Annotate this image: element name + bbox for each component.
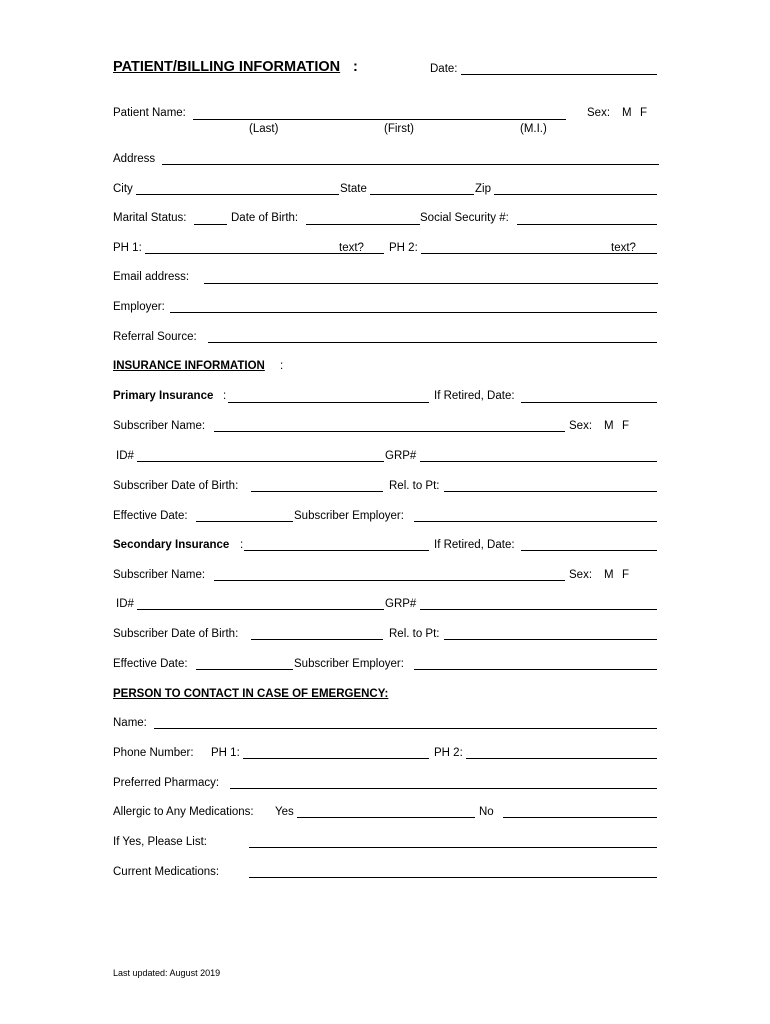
current-meds-field[interactable] bbox=[249, 877, 657, 878]
allergy-label: Allergic to Any Medications: bbox=[113, 806, 254, 818]
name-part-mi: (M.I.) bbox=[520, 123, 547, 135]
secondary-sub-dob-field[interactable] bbox=[251, 639, 383, 640]
primary-rel-field[interactable] bbox=[444, 491, 657, 492]
secondary-sub-employer-field[interactable] bbox=[414, 669, 657, 670]
secondary-sex-label: Sex: bbox=[569, 569, 593, 581]
emergency-ph1-label: PH 1: bbox=[211, 747, 240, 759]
ph2-text-label: text? bbox=[611, 242, 636, 254]
secondary-grp-label: GRP# bbox=[385, 598, 417, 610]
name-part-first: (First) bbox=[384, 123, 415, 135]
secondary-insurance-field[interactable] bbox=[244, 550, 429, 551]
secondary-sub-dob-label: Subscriber Date of Birth: bbox=[113, 628, 239, 640]
secondary-subscriber-name-label: Subscriber Name: bbox=[113, 569, 206, 581]
zip-field[interactable] bbox=[494, 194, 657, 195]
secondary-grp-field[interactable] bbox=[420, 609, 657, 610]
sex-label: Sex: bbox=[587, 107, 611, 119]
primary-id-label: ID# bbox=[116, 450, 134, 462]
primary-rel-label: Rel. to Pt: bbox=[389, 480, 440, 492]
pharmacy-field[interactable] bbox=[230, 788, 657, 789]
email-label: Email address: bbox=[113, 271, 190, 283]
primary-sex-f[interactable]: F bbox=[622, 420, 630, 432]
primary-sex-label: Sex: bbox=[569, 420, 593, 432]
secondary-retired-field[interactable] bbox=[521, 550, 657, 551]
form-title: PATIENT/BILLING INFORMATION bbox=[113, 59, 341, 75]
insurance-heading-colon: : bbox=[280, 360, 284, 372]
emergency-ph2-label: PH 2: bbox=[434, 747, 463, 759]
primary-sub-employer-label: Subscriber Employer: bbox=[294, 510, 404, 522]
primary-retired-label: If Retired, Date: bbox=[434, 390, 515, 402]
primary-sub-employer-field[interactable] bbox=[414, 521, 657, 522]
primary-sex-m[interactable]: M bbox=[604, 420, 614, 432]
pharmacy-label: Preferred Pharmacy: bbox=[113, 777, 220, 789]
city-field[interactable] bbox=[136, 194, 339, 195]
secondary-sex-f[interactable]: F bbox=[622, 569, 630, 581]
current-meds-label: Current Medications: bbox=[113, 866, 220, 878]
allergy-no-field[interactable] bbox=[503, 817, 657, 818]
dob-field[interactable] bbox=[306, 224, 420, 225]
if-yes-list-field[interactable] bbox=[249, 847, 657, 848]
form-title-colon: : bbox=[353, 59, 358, 75]
primary-subscriber-name-field[interactable] bbox=[214, 431, 565, 432]
primary-subscriber-name-label: Subscriber Name: bbox=[113, 420, 206, 432]
referral-field[interactable] bbox=[208, 342, 657, 343]
allergy-yes-label: Yes bbox=[275, 806, 294, 818]
referral-label: Referral Source: bbox=[113, 331, 197, 343]
secondary-retired-label: If Retired, Date: bbox=[434, 539, 515, 551]
primary-grp-field[interactable] bbox=[420, 461, 657, 462]
primary-eff-date-field[interactable] bbox=[196, 521, 293, 522]
secondary-rel-label: Rel. to Pt: bbox=[389, 628, 440, 640]
ssn-field[interactable] bbox=[517, 224, 657, 225]
primary-retired-field[interactable] bbox=[521, 402, 657, 403]
ssn-label: Social Security #: bbox=[420, 212, 509, 224]
emergency-ph2-field[interactable] bbox=[466, 758, 657, 759]
secondary-eff-date-label: Effective Date: bbox=[113, 658, 188, 670]
secondary-sub-employer-label: Subscriber Employer: bbox=[294, 658, 404, 670]
zip-label: Zip bbox=[475, 183, 491, 195]
if-yes-list-label: If Yes, Please List: bbox=[113, 836, 207, 848]
city-label: City bbox=[113, 183, 133, 195]
emergency-phone-label: Phone Number: bbox=[113, 747, 194, 759]
address-label: Address bbox=[113, 153, 156, 165]
email-field[interactable] bbox=[204, 283, 658, 284]
sex-option-m[interactable]: M bbox=[622, 107, 632, 119]
patient-name-label: Patient Name: bbox=[113, 107, 186, 119]
primary-insurance-colon: : bbox=[223, 390, 227, 402]
state-label: State bbox=[340, 183, 367, 195]
marital-status-label: Marital Status: bbox=[113, 212, 187, 224]
sex-option-f[interactable]: F bbox=[640, 107, 648, 119]
primary-id-field[interactable] bbox=[137, 461, 384, 462]
ph2-label: PH 2: bbox=[389, 242, 418, 254]
date-field[interactable] bbox=[461, 74, 657, 75]
secondary-subscriber-name-field[interactable] bbox=[214, 580, 565, 581]
secondary-eff-date-field[interactable] bbox=[196, 669, 293, 670]
secondary-id-field[interactable] bbox=[137, 609, 384, 610]
employer-label: Employer: bbox=[113, 301, 165, 313]
address-field[interactable] bbox=[162, 164, 659, 165]
last-updated-footer: Last updated: August 2019 bbox=[113, 968, 221, 978]
secondary-insurance-colon: : bbox=[240, 539, 244, 551]
primary-eff-date-label: Effective Date: bbox=[113, 510, 188, 522]
insurance-heading: INSURANCE INFORMATION bbox=[113, 360, 265, 372]
date-label: Date: bbox=[430, 63, 458, 75]
primary-sub-dob-label: Subscriber Date of Birth: bbox=[113, 480, 239, 492]
marital-status-field[interactable] bbox=[194, 224, 227, 225]
ph1-label: PH 1: bbox=[113, 242, 142, 254]
ph1-text-label: text? bbox=[339, 242, 364, 254]
state-field[interactable] bbox=[370, 194, 474, 195]
emergency-name-label: Name: bbox=[113, 717, 147, 729]
secondary-rel-field[interactable] bbox=[444, 639, 657, 640]
primary-insurance-label: Primary Insurance bbox=[113, 390, 214, 402]
employer-field[interactable] bbox=[170, 312, 657, 313]
allergy-yes-field[interactable] bbox=[297, 817, 475, 818]
primary-sub-dob-field[interactable] bbox=[251, 491, 383, 492]
emergency-heading: PERSON TO CONTACT IN CASE OF EMERGENCY: bbox=[113, 688, 389, 700]
patient-name-field[interactable] bbox=[193, 119, 566, 120]
secondary-insurance-label: Secondary Insurance bbox=[113, 539, 230, 551]
dob-label: Date of Birth: bbox=[231, 212, 299, 224]
secondary-sex-m[interactable]: M bbox=[604, 569, 614, 581]
primary-insurance-field[interactable] bbox=[228, 402, 429, 403]
secondary-id-label: ID# bbox=[116, 598, 134, 610]
name-part-last: (Last) bbox=[249, 123, 279, 135]
allergy-no-label: No bbox=[479, 806, 494, 818]
emergency-name-field[interactable] bbox=[154, 728, 657, 729]
emergency-ph1-field[interactable] bbox=[243, 758, 429, 759]
primary-grp-label: GRP# bbox=[385, 450, 417, 462]
